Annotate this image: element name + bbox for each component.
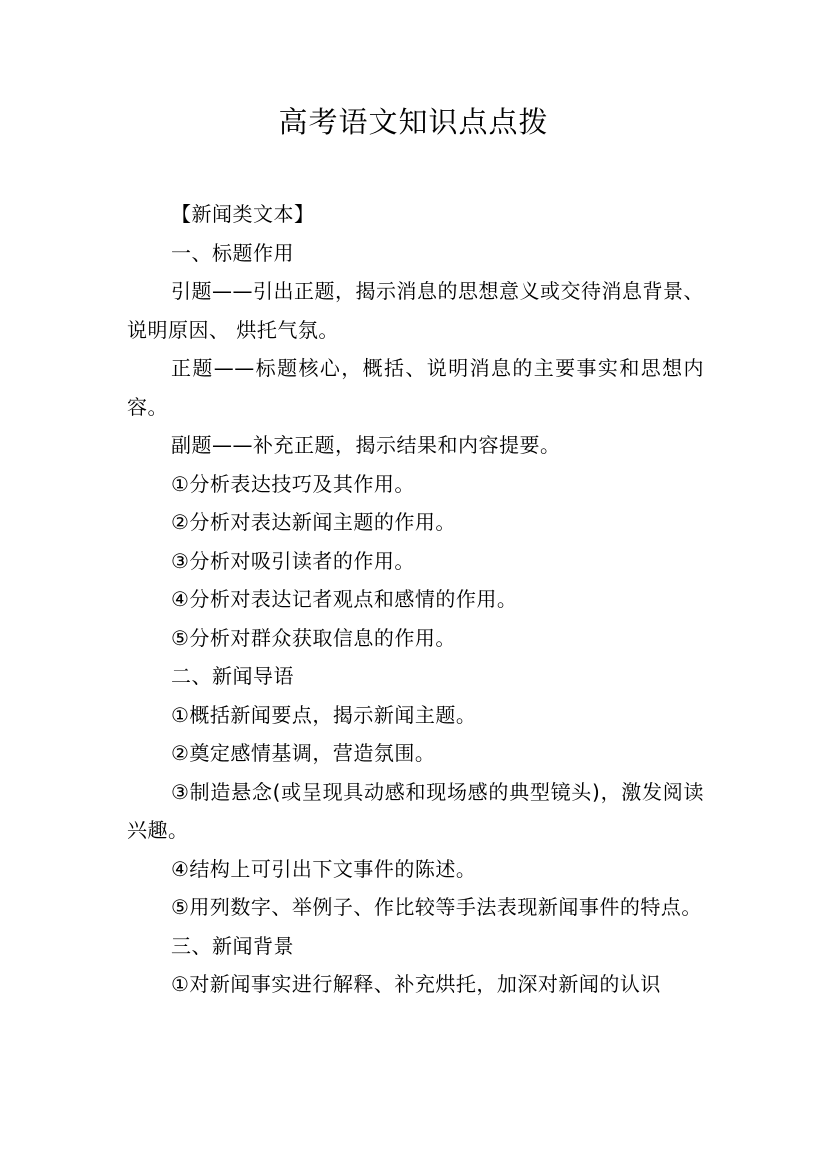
paragraph-list-item: ①对新闻事实进行解释、补充烘托，加深对新闻的认识 <box>171 972 661 996</box>
paragraph-subtitle: 副题——补充正题，揭示结果和内容提要。 <box>171 433 561 457</box>
paragraph-list-item: ⑤用列数字、举例子、作比较等手法表现新闻事件的特点。 <box>171 895 702 919</box>
paragraph-list-item: ⑤分析对群众获取信息的作用。 <box>171 625 456 650</box>
paragraph-section-heading: 【新闻类文本】 <box>171 202 315 226</box>
paragraph-heading-news-lead: 二、新闻导语 <box>171 664 294 688</box>
paragraph-list-item: ③分析对吸引读者的作用。 <box>171 548 415 573</box>
paragraph-intro-title: 引题——引出正题，揭示消息的思想意义或交待消息背景、说明原因、 烘托气氛。 <box>127 279 704 342</box>
paragraph-list-item: ④分析对表达记者观点和感情的作用。 <box>171 587 518 611</box>
paragraph-heading-title-function: 一、标题作用 <box>171 240 294 265</box>
paragraph-list-item: ①分析表达技巧及其作用。 <box>171 471 415 496</box>
paragraph-list-item: ④结构上可引出下文事件的陈述。 <box>171 856 477 881</box>
paragraph-list-item: ③制造悬念(或呈现具动感和现场感的典型镜头)，激发阅读兴趣。 <box>127 779 704 842</box>
document-title: 高考语文知识点点拨 <box>278 105 549 139</box>
paragraph-heading-news-background: 三、新闻背景 <box>171 933 294 958</box>
document-body <box>127 195 704 1004</box>
paragraph-list-item: ②奠定感情基调，营造氛围。 <box>171 741 436 765</box>
paragraph-main-title: 正题——标题核心，概括、说明消息的主要事实和思想内容。 <box>127 356 704 419</box>
paragraph-list-item: ①概括新闻要点，揭示新闻主题。 <box>171 702 477 727</box>
paragraph-list-item: ②分析对表达新闻主题的作用。 <box>171 510 456 534</box>
